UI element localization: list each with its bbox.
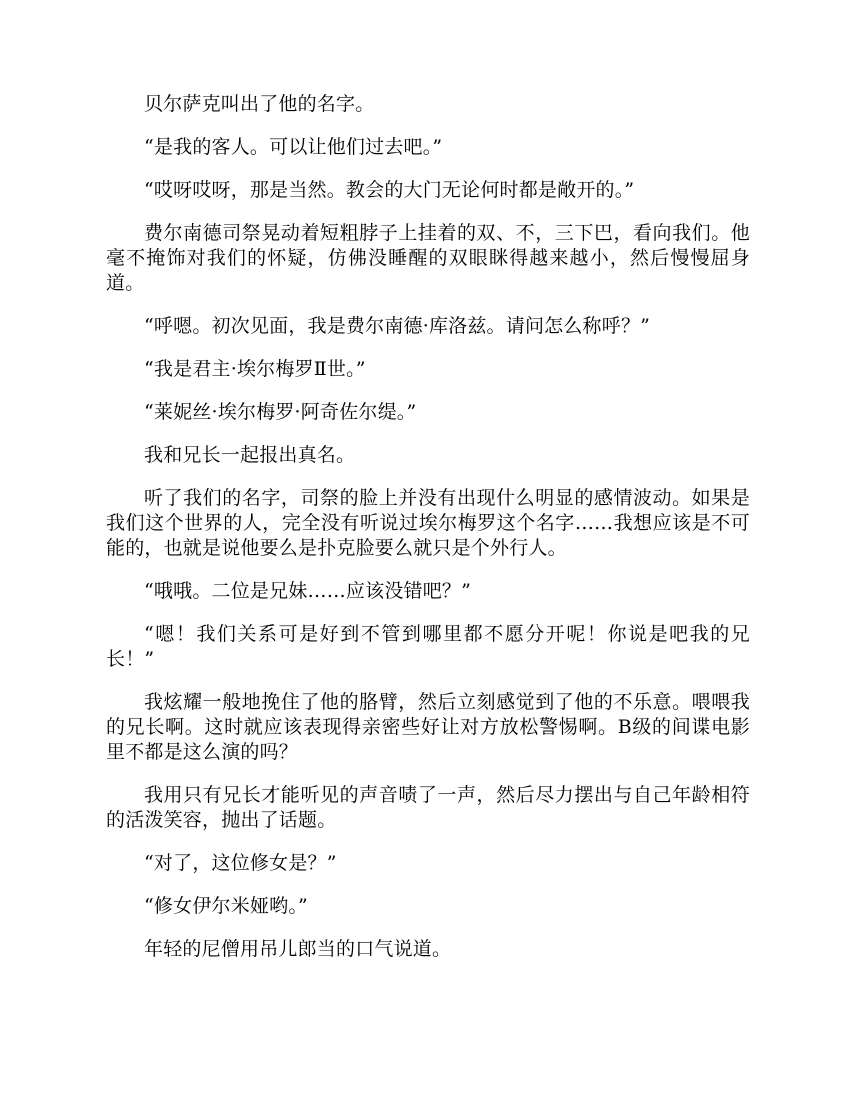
paragraph: 我用只有兄长才能听见的声音啧了一声，然后尽力摆出与自己年龄相符的活泼笑容，抛出了话题。 [106,784,750,831]
paragraph: 费尔南德司祭晃动着短粗脖子上挂着的双、不，三下巴，看向我们。他毫不掩饰对我们的怀疑，仿佛没睡醒的双眼眯得越来越小，然后慢慢屈身道。 [106,222,750,294]
text-body [106,92,750,980]
paragraph: 我和兄长一起报出真名。 [144,444,356,466]
paragraph: “哎呀哎呀，那是当然。教会的大门无论何时都是敞开的。” [144,179,635,201]
paragraph: “修女伊尔米娅哟。” [144,895,308,917]
paragraph: “莱妮丝·埃尔梅罗·阿奇佐尔缇。” [144,401,417,423]
paragraph: “我是君主·埃尔梅罗Ⅱ世。” [144,358,366,380]
paragraph: “对了，这位修女是？” [144,852,337,874]
paragraph: “哦哦。二位是兄妹……应该没错吧？” [144,580,472,602]
paragraph: 年轻的尼僧用吊儿郎当的口气说道。 [144,938,452,960]
paragraph: 贝尔萨克叫出了他的名字。 [144,93,375,115]
paragraph: “是我的客人。可以让他们过去吧。” [144,136,443,158]
paragraph: “嗯！我们关系可是好到不管到哪里都不愿分开呢！你说是吧我的兄长！” [106,623,750,670]
paragraph: 我炫耀一般地挽住了他的胳臂，然后立刻感觉到了他的不乐意。喂喂我的兄长啊。这时就应该表现得亲密些好让对方放松警惕啊。B级的间谍电影里不都是这么演的吗？ [106,691,750,763]
paragraph: 听了我们的名字，司祭的脸上并没有出现什么明显的感情波动。如果是我们这个世界的人，完全没有听说过埃尔梅罗这个名字……我想应该是不可能的，也就是说他要么是扑克脸要么就只是个外行人。 [106,487,750,559]
paragraph: “呼嗯。初次见面，我是费尔南德·库洛兹。请问怎么称呼？” [144,315,651,337]
